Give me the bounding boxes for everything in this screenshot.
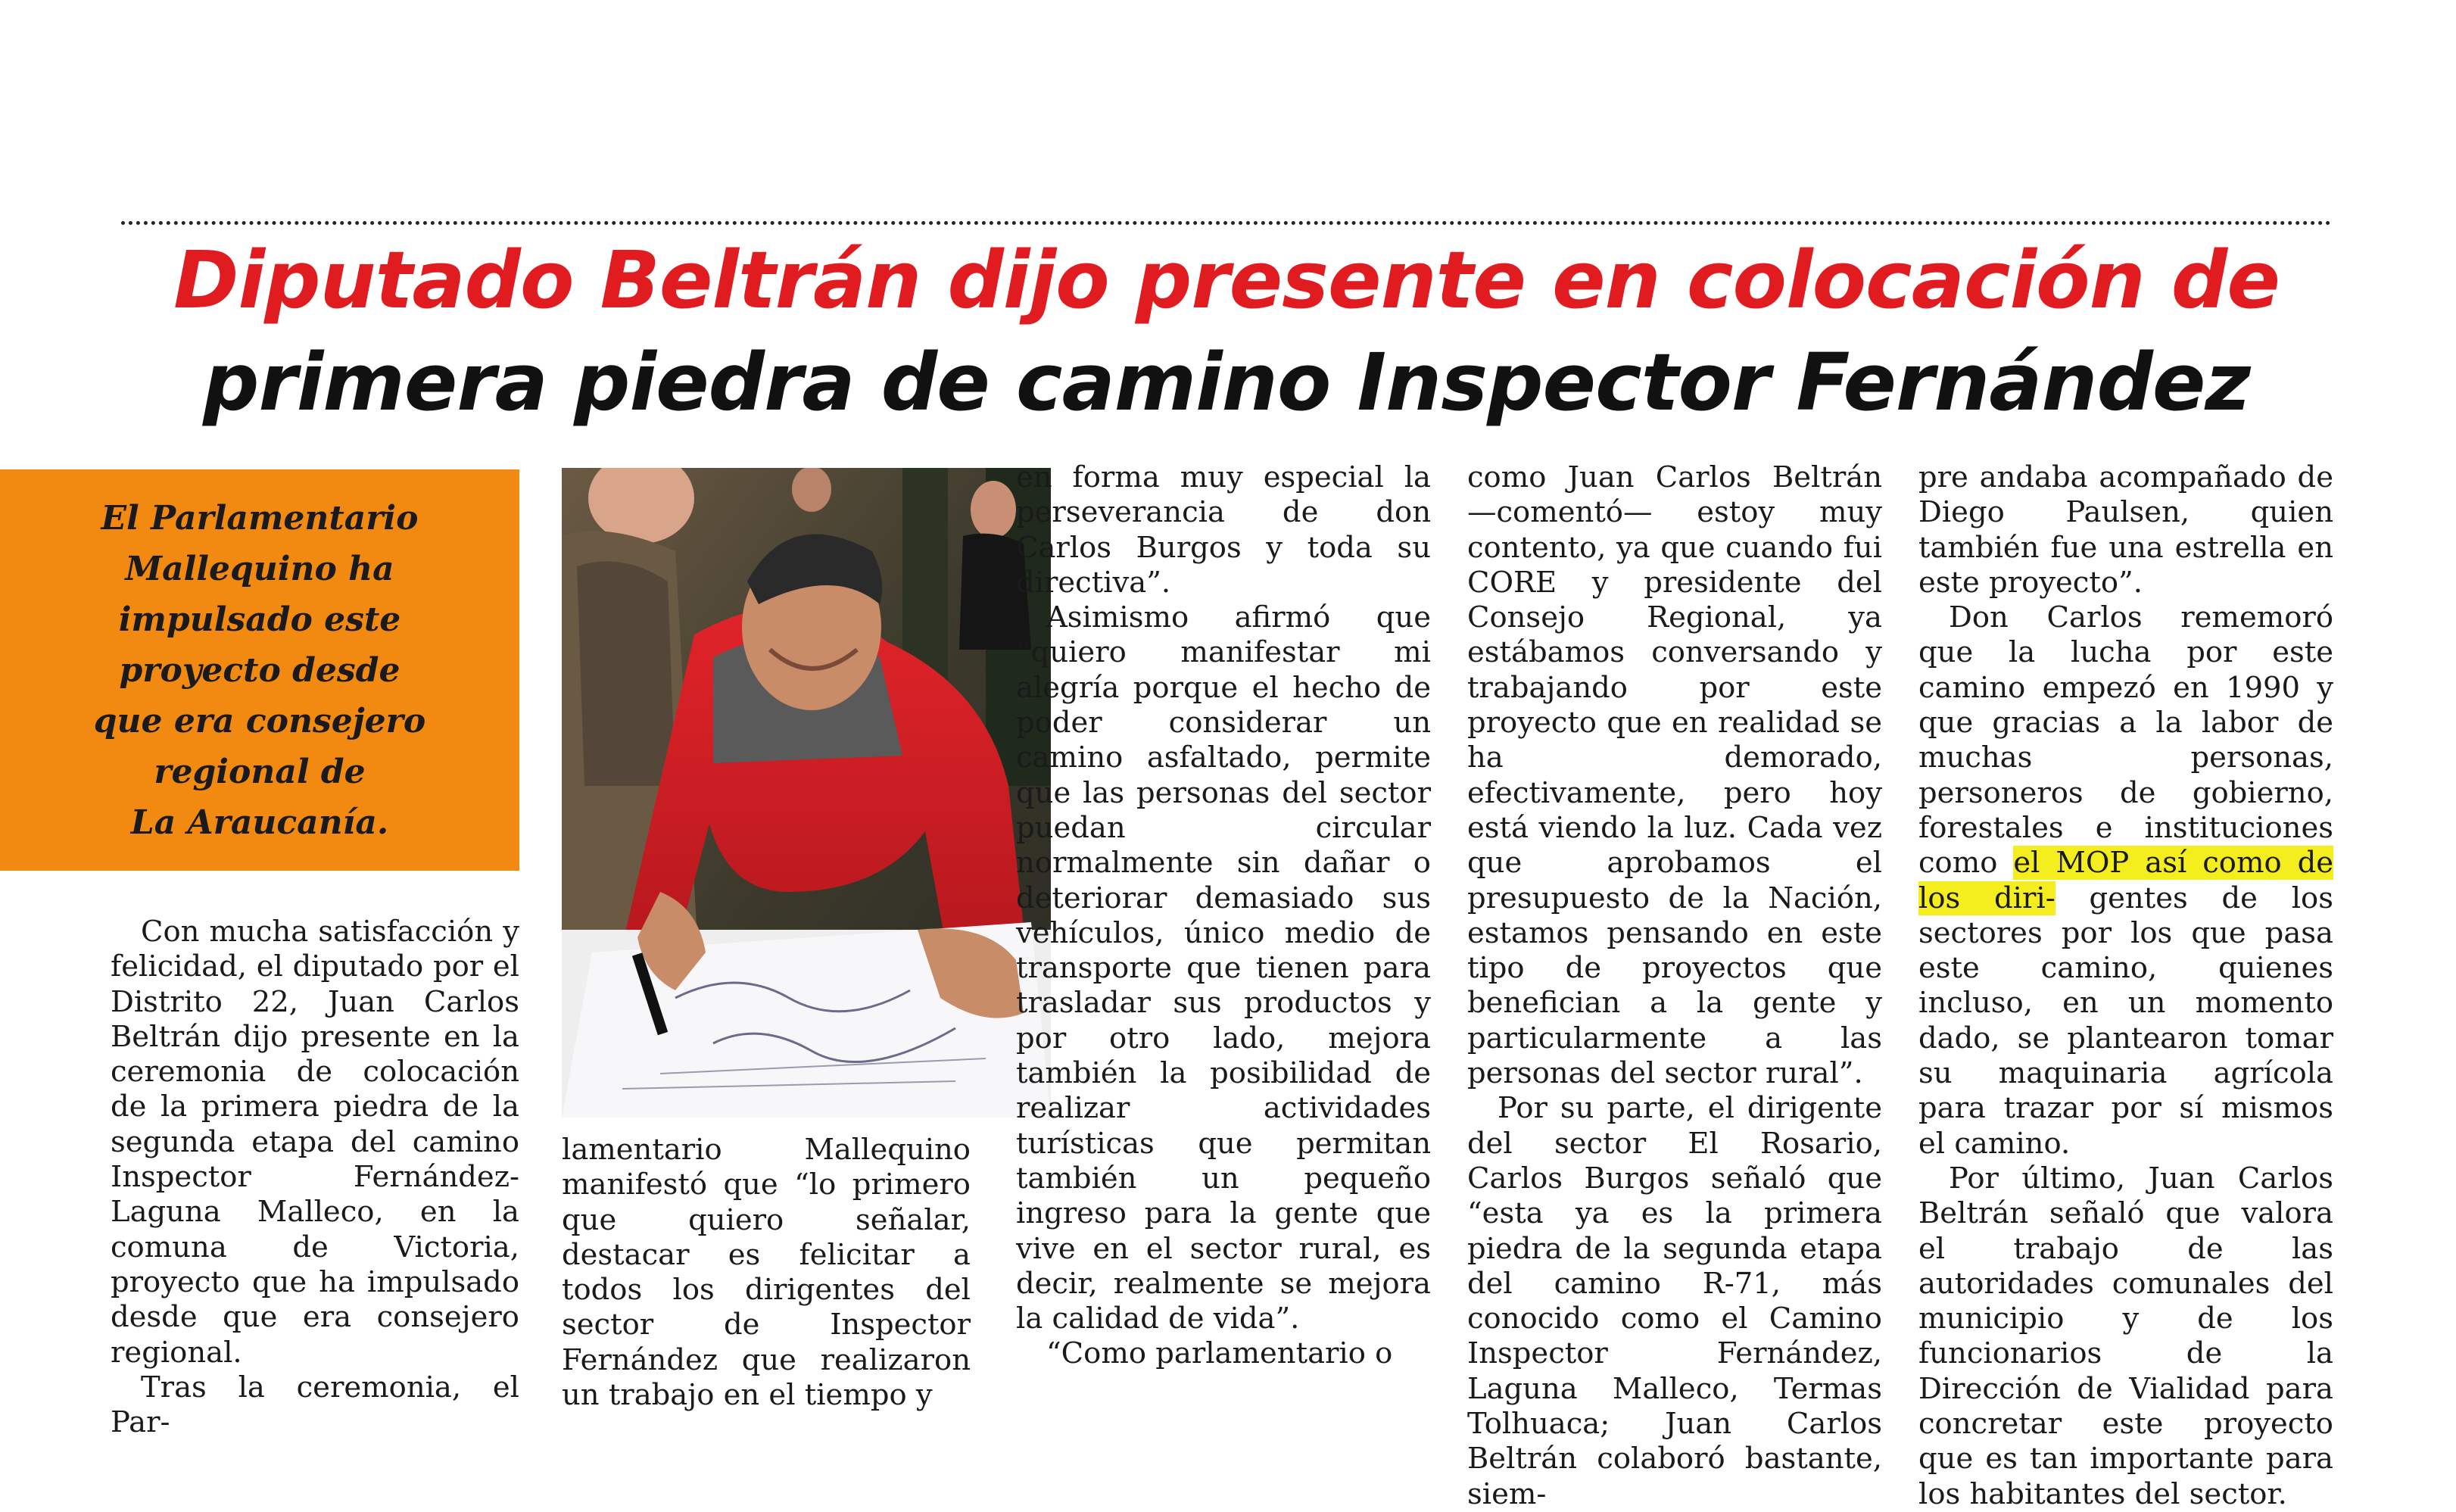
dotted-rule [121, 221, 2332, 225]
col3-paragraph-1: en forma muy especial la perseverancia de don Carlos Burgos y toda su directiva”. [1016, 460, 1431, 600]
article-photo [562, 468, 1051, 1118]
col3-paragraph-3: “Como parlamentario o [1046, 1336, 1393, 1371]
headline-line-1: Diputado Beltrán dijo presente en colocación de [173, 234, 2280, 326]
article-column-1 [111, 915, 519, 1440]
col4-paragraph-2: Por su parte, el dirigente del sector El Rosario, Carlos Burgos señaló que “esta ya es la primera piedra de la segunda etapa del camino R-71, más conocido como el Camino Inspector Fernández, Laguna Malleco, Termas Tolhuaca; Juan Carlos Beltrán colaboró bastante, siem- [1467, 1091, 1882, 1511]
col5-paragraph-1: pre andaba acompañado de Diego Paulsen, quien también fue una estrella en este proyecto”. [1918, 460, 2333, 600]
article-column-2 [562, 1133, 971, 1413]
pull-quote-box [0, 469, 519, 871]
col3-paragraph-2: Asimismo afirmó que “quiero manifestar mi alegría porque el hecho de poder considerar un camino asfaltado, permite que las personas del sector puedan circular normalmente sin dañar o deteriorar demasiado sus vehículos, único medio de transporte que tienen para trasladar sus productos y por otro lado, mejora también la posibilidad de realizar actividades turísticas que permitan también un pequeño ingreso para la gente que vive en el sector rural, es decir, realmente se mejora la calidad de vida”. [1016, 600, 1431, 1336]
col5-paragraph-3: Por último, Juan Carlos Beltrán señaló que valora el trabajo de las autoridades comunales del municipio y de los funcionarios de la Dirección de Vialidad para concretar este proyecto que es tan importante para los habitantes del sector. [1918, 1161, 2333, 1511]
pull-quote-text: El Parlamentario Mallequino ha impulsado este proyecto desde que era consejero regional de La Araucanía. [93, 498, 426, 842]
article-column-3 [1016, 460, 1431, 1372]
col5-p2-after: gentes de los sectores por los que pasa este camino, quienes incluso, en un momento dado, se plantearon tomar su maquinaria agrícola para trazar por sí mismos el camino. [1918, 881, 2333, 1161]
headline-line-2: primera piedra de camino Inspector Fernández [203, 336, 2250, 429]
article-column-5 [1918, 460, 2333, 1512]
article-column-4 [1467, 460, 1882, 1512]
col5-p2-before: Don Carlos rememoró que la lucha por este camino empezó en 1990 y que gracias a la labor de muchas personas, personeros de gobierno, forestales e instituciones como [1918, 600, 2333, 881]
highlighted-text: el MOP así como de los diri- [1918, 846, 2333, 915]
col4-paragraph-1: como Juan Carlos Beltrán —comentó— estoy muy contento, ya que cuando fui CORE y presidente del Consejo Regional, ya estábamos conversando y trabajando por este proyecto que en realidad se ha demorado, efectivamente, pero hoy está viendo la luz. Cada vez que aprobamos el presupuesto de la Nación, estamos pensando en este tipo de proyectos que benefician a la gente y particularmente a las personas del sector rural”. [1467, 460, 1882, 1091]
col1-paragraph-1: Con mucha satisfacción y felicidad, el diputado por el Distrito 22, Juan Carlos Beltrán dijo presente en la ceremonia de colocación de la primera piedra de la segunda etapa del camino Inspector Fernández-Laguna Malleco, en la comuna de Victoria, proyecto que ha impulsado desde que era consejero regional. [111, 915, 519, 1370]
col5-paragraph-2 [1918, 600, 2333, 1161]
col1-paragraph-2: Tras la ceremonia, el Par- [111, 1370, 519, 1440]
photo-illustration [562, 468, 1051, 1118]
col2-paragraph-1: lamentario Mallequino manifestó que “lo primero que quiero señalar, destacar es felicitar a todos los dirigentes del sector de Inspector Fernández que realizaron un trabajo en el tiempo y [562, 1133, 971, 1413]
